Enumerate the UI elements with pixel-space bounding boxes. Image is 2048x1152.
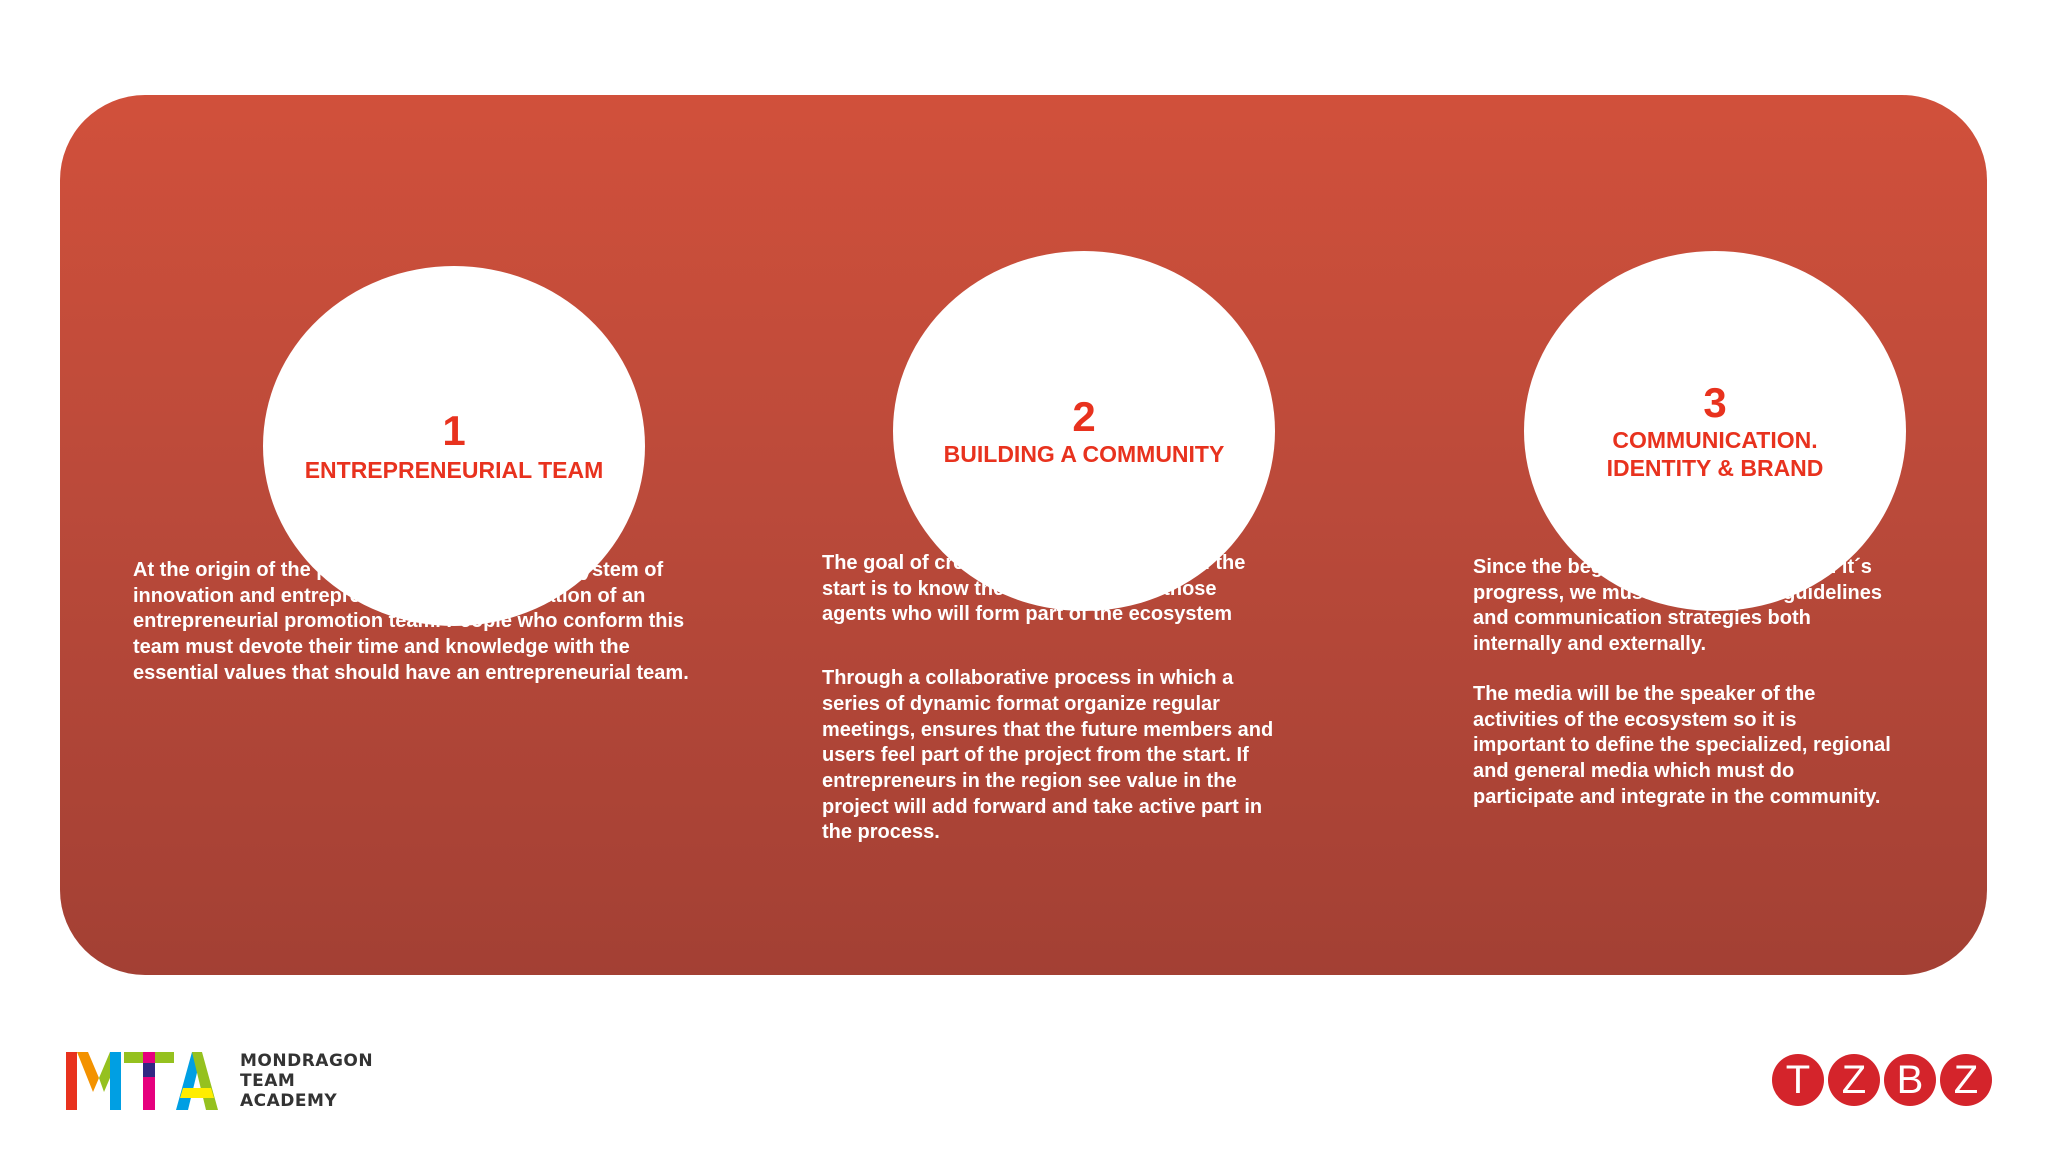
- mta-logo: [66, 1052, 373, 1110]
- step-2-paragraph-2: Through a collaborative process in which a series of dynamic format organize regular meetings, ensures that the future members and users feel part of the project from the start. If entrepreneurs in the region see value in the project will add forward and take active part in the process.: [822, 667, 1274, 844]
- tzbz-logo: [1772, 1054, 1992, 1106]
- step-3-title: COMMUNICATION. IDENTITY & BRAND: [1606, 427, 1824, 481]
- step-3-number: 3: [1703, 379, 1727, 426]
- tzbz-letter-z-2: Z: [1940, 1054, 1992, 1106]
- step-3-description: [1473, 555, 1893, 810]
- step-1-paragraph-1: At the origin of the process of creating an ecosystem of innovation and entrepreneurship, is the creation of an entrepreneurial promotion team. People who conform this team must devote their time and knowledge with the essential values that should have an entrepreneurial team.: [133, 559, 689, 684]
- step-3-paragraph-1: Since the beginning of the project and it´s progress, we must establish the guidelines and communication strategies both internally and externally.: [1473, 556, 1882, 656]
- tzbz-letter-b: B: [1884, 1054, 1936, 1106]
- step-1-description: [133, 558, 693, 687]
- mta-letters-graphic: [66, 1052, 226, 1110]
- step-2-number: 2: [1072, 393, 1096, 440]
- step-2-title: BUILDING A COMMUNITY: [943, 441, 1225, 467]
- step-2-description: [822, 551, 1282, 846]
- mta-wordmark: MONDRAGON TEAM ACADEMY: [240, 1051, 374, 1111]
- step-1-number: 1: [442, 407, 466, 454]
- step-2-paragraph-1: The goal of creating the community from the start is to know the real need for all those agents who will form part of the ecosystem: [822, 552, 1246, 626]
- tzbz-letter-z: Z: [1828, 1054, 1880, 1106]
- step-3-paragraph-2: The media will be the speaker of the activities of the ecosystem so it is important to define the specialized, regional and general media which must do participate and integrate in the community.: [1473, 682, 1891, 808]
- step-1-title: ENTREPRENEURIAL TEAM: [304, 457, 604, 483]
- tzbz-letter-t: T: [1772, 1054, 1824, 1106]
